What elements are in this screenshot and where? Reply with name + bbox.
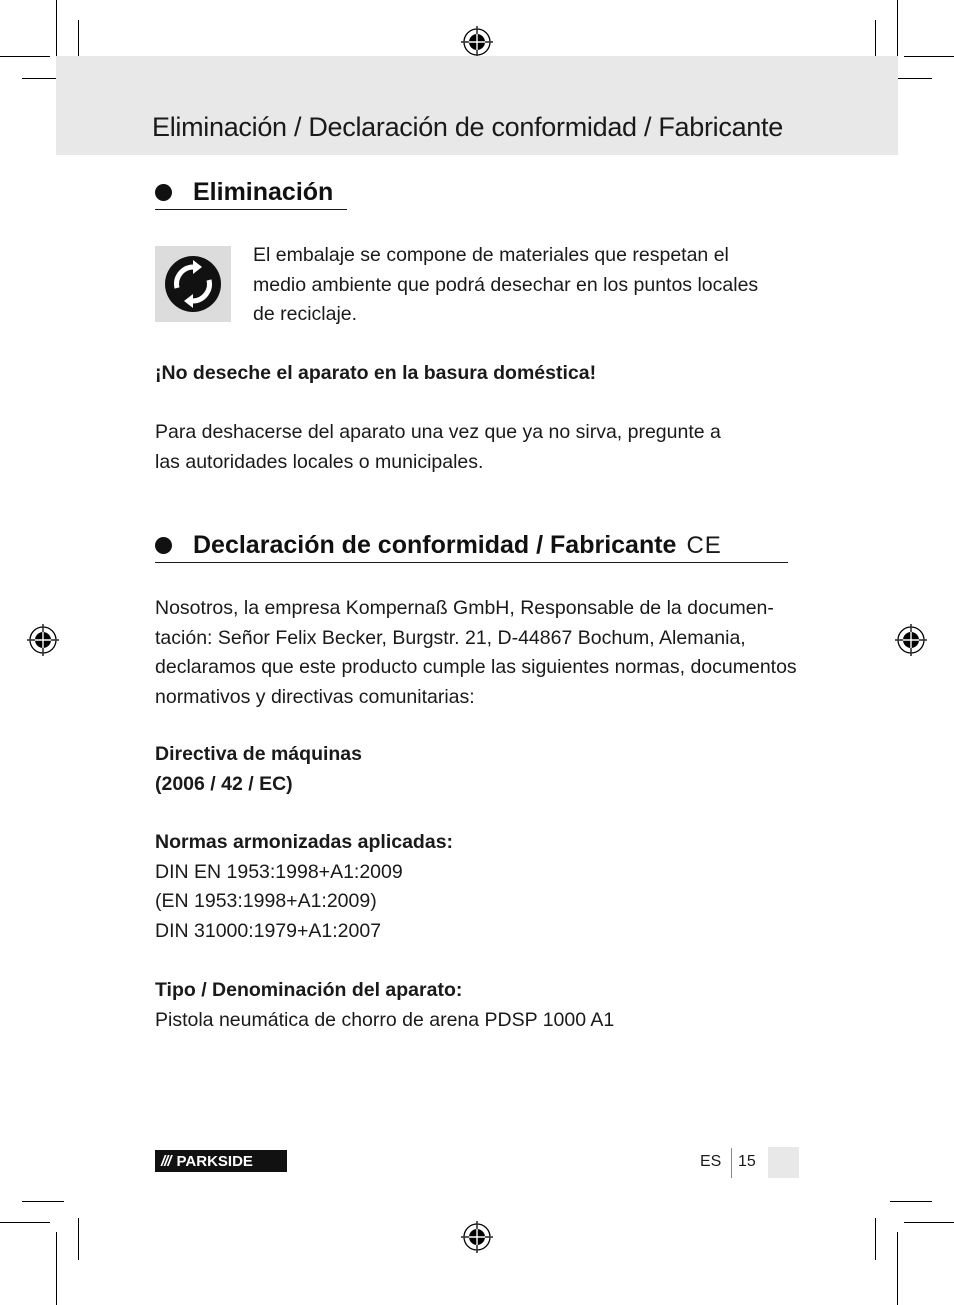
crop-mark xyxy=(0,56,50,57)
page-tab xyxy=(768,1147,799,1178)
recycling-logo xyxy=(155,246,231,322)
norm-item: (EN 1953:1998+A1:2009) xyxy=(155,890,377,912)
warning-text: ¡No deseche el aparato en la basura doméstica! xyxy=(155,362,597,384)
crop-mark xyxy=(56,0,57,60)
page-title: Eliminación / Declaración de conformidad / Fabricante xyxy=(152,112,783,142)
text-line: Directiva de máquinas xyxy=(155,743,362,765)
brand-name: PARKSIDE xyxy=(176,1152,253,1170)
registration-mark-icon xyxy=(461,26,493,58)
device-type-block xyxy=(155,976,614,1035)
registration-mark-icon xyxy=(461,1221,493,1253)
footer-divider xyxy=(731,1148,732,1178)
text-line: las autoridades locales o municipales. xyxy=(155,450,484,473)
text-line: Para deshacerse del aparato una vez que ya no sirva, pregunte a xyxy=(155,421,721,443)
recycling-paragraph xyxy=(253,241,758,330)
page-number: 15 xyxy=(738,1153,756,1170)
text-line: El embalaje se compone de materiales que respetan el xyxy=(253,244,729,266)
bullet-icon xyxy=(155,537,172,554)
text-line: tación: Señor Felix Becker, Burgstr. 21, D-44867 Bochum, Alemania, xyxy=(155,626,746,649)
type-value: Pistola neumática de chorro de arena PDSP 1000 A1 xyxy=(155,1008,615,1031)
text-line: (2006 / 42 / EC) xyxy=(155,772,293,795)
bullet-icon xyxy=(155,184,172,201)
crop-mark xyxy=(78,1218,79,1260)
crop-mark xyxy=(22,1201,64,1202)
norms-label: Normas armonizadas aplicadas: xyxy=(155,831,454,853)
text-line: Nosotros, la empresa Kompernaß GmbH, Responsable de la documen- xyxy=(155,597,774,619)
crop-mark xyxy=(890,1201,932,1202)
registration-mark-icon xyxy=(27,624,59,656)
crop-mark xyxy=(875,1218,876,1260)
crop-mark xyxy=(897,0,898,60)
norm-item: DIN EN 1953:1998+A1:2009 xyxy=(155,860,403,883)
registration-mark-icon xyxy=(895,624,927,656)
crop-mark xyxy=(904,56,954,57)
section-heading-declaration xyxy=(155,531,788,563)
section-heading-elimination xyxy=(155,178,347,210)
parkside-logo xyxy=(155,1150,287,1172)
crop-mark xyxy=(56,1232,57,1305)
norm-item: DIN 31000:1979+A1:2007 xyxy=(155,919,382,942)
brand-slashes: /// xyxy=(161,1152,171,1170)
disposal-paragraph xyxy=(155,418,721,477)
text-line: de reciclaje. xyxy=(253,303,358,325)
section-title: Eliminación xyxy=(193,178,334,206)
green-dot-recycling-icon xyxy=(164,255,222,313)
declaration-intro xyxy=(155,594,797,712)
crop-mark xyxy=(904,1222,954,1223)
text-line: medio ambiente que podrá desechar en los puntos locales xyxy=(253,273,759,296)
type-label: Tipo / Denominación del aparato: xyxy=(155,979,463,1001)
directive-label xyxy=(155,740,362,799)
text-line: declaramos que este producto cumple las siguientes normas, documentos xyxy=(155,656,797,678)
crop-mark xyxy=(897,1232,898,1305)
crop-mark xyxy=(0,1222,50,1223)
language-code: ES xyxy=(700,1153,722,1170)
norms-block xyxy=(155,828,453,946)
section-title: Declaración de conformidad / Fabricante xyxy=(193,531,677,559)
text-line: normativos y directivas comunitarias: xyxy=(155,685,475,708)
ce-mark: CE xyxy=(686,531,722,559)
